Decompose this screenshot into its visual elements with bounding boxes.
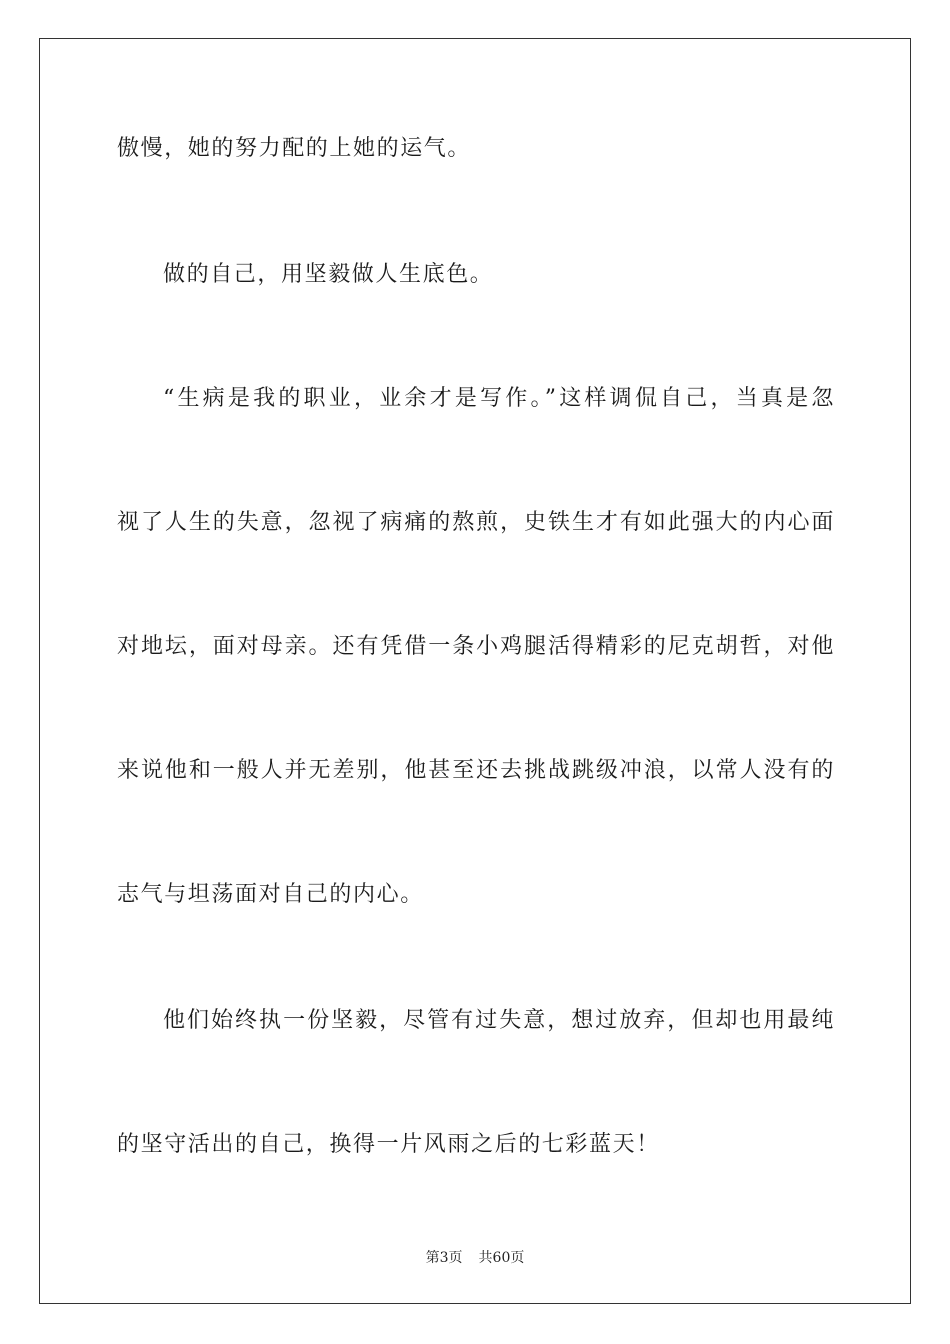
paragraph-line-1: 傲慢，她的努力配的上她的运气。 <box>117 136 472 161</box>
paragraph-line-7: 志气与坦荡面对自己的内心。 <box>117 882 424 907</box>
page-number: 第3页 <box>425 1250 463 1266</box>
paragraph-line-3: “生病是我的职业，业余才是写作。”这样调侃自己，当真是忽 <box>163 386 835 411</box>
paragraph-line-9: 的坚守活出的自己，换得一片风雨之后的七彩蓝天！ <box>117 1132 660 1157</box>
page-total: 共60页 <box>478 1250 525 1266</box>
page-footer <box>0 1248 950 1268</box>
paragraph-line-4: 视了人生的失意，忽视了病痛的熬煎，史铁生才有如此强大的内心面 <box>117 510 835 535</box>
paragraph-line-5: 对地坛，面对母亲。还有凭借一条小鸡腿活得精彩的尼克胡哲，对他 <box>117 634 835 659</box>
page-border <box>39 38 911 1304</box>
paragraph-line-2: 做的自己，用坚毅做人生底色。 <box>163 262 494 287</box>
paragraph-line-8: 他们始终执一份坚毅，尽管有过失意，想过放弃，但却也用最纯 <box>163 1008 835 1033</box>
paragraph-line-6: 来说他和一般人并无差别，他甚至还去挑战跳级冲浪，以常人没有的 <box>117 758 835 783</box>
